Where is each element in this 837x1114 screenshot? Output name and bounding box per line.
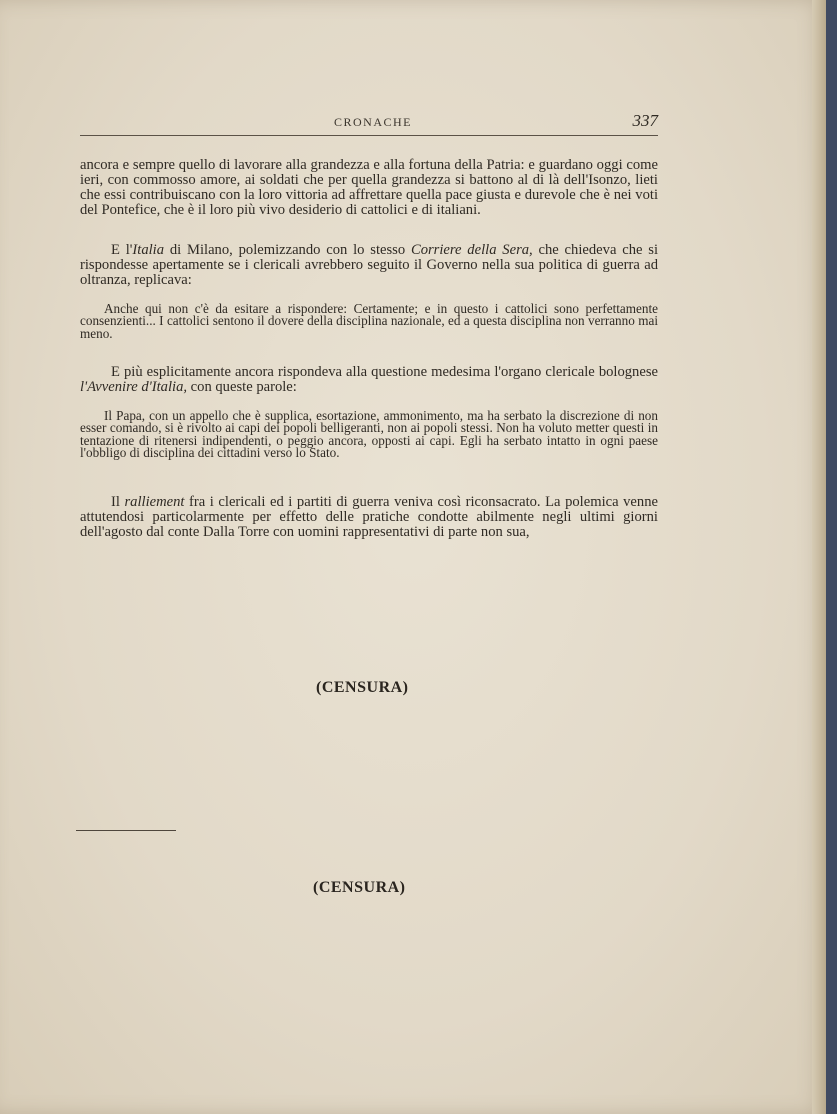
- newspaper-title: Italia: [132, 242, 165, 258]
- paragraph-continuation: [80, 158, 658, 218]
- paragraph-text: ancora e sempre quello di lavorare alla grandezza e alla fortuna della Patria: e guardano oggi come ieri, con commosso amore, ai soldati che per quella grandezza si battono al di là dell'Isonzo, lieti che essi contribuiscano con la loro vittoria ad affrettare quella pace giusta e durevole che è nei voti del Pontefice, che è il loro più vivo desiderio di cattolici e di italiani.: [80, 157, 658, 218]
- footnote-rule: [76, 830, 176, 831]
- quotation-italia: [80, 303, 658, 340]
- censorship-notice: (CENSURA): [313, 879, 406, 896]
- newspaper-title: l'Avvenire d'Italia,: [80, 379, 188, 395]
- page-number: 337: [632, 111, 658, 130]
- paragraph-text: Il ralliement fra i clericali ed i partiti di guerra veniva così riconsacrato. La polemica venne attutendosi particolarmente per effetto delle pratiche condotte abilmente negli ultimi giorni dell'agosto dal conte Dalla Torre con uomini rappresentativi di parte non sua,: [80, 494, 658, 540]
- page-edge: [812, 0, 826, 1114]
- running-title: CRONACHE: [334, 115, 413, 129]
- quotation-text: Anche qui non c'è da esitare a rispondere: Certamente; e in questo i cattolici sono perfettamente consenzienti... I cattolici sentono il dovere della disciplina nazionale, ed a questa disciplina non verranno mai meno.: [80, 301, 658, 341]
- paragraph-italia: [80, 243, 658, 288]
- italic-term: ralliement: [124, 494, 185, 510]
- paragraph-avvenire: [80, 365, 658, 395]
- running-head: [80, 113, 658, 139]
- newspaper-title: Corriere della Sera,: [410, 242, 533, 258]
- censorship-notice: (CENSURA): [316, 679, 409, 696]
- paragraph-text: E più esplicitamente ancora rispondeva alla questione medesima l'organo clericale bolognese l'Avvenire d'Italia, con queste parole:: [80, 364, 658, 395]
- quotation-text: Il Papa, con un appello che è supplica, esortazione, ammonimento, ma ha serbato la discrezione di non esser comando, si è rivolto ai capi dei popoli belligeranti, non ai popoli stessi. Non ha voluto metter questi in tentazione di ritenersi indipendenti, o peggio ancora, opposti ai capi. Egli ha serbato intatto in ogni paese l'obbligo di disciplina dei cittadini verso lo Stato.: [80, 408, 658, 460]
- paragraph-text: E l'Italia di Milano, polemizzando con lo stesso Corriere della Sera, che chiedeva che si rispondesse apertamente se i clericali avrebbero seguito il Governo nella sua politica di guerra ad oltranza, replicava:: [80, 242, 659, 288]
- quotation-avvenire: [80, 410, 658, 459]
- header-rule: [80, 135, 658, 136]
- paragraph-ralliement: [80, 495, 658, 540]
